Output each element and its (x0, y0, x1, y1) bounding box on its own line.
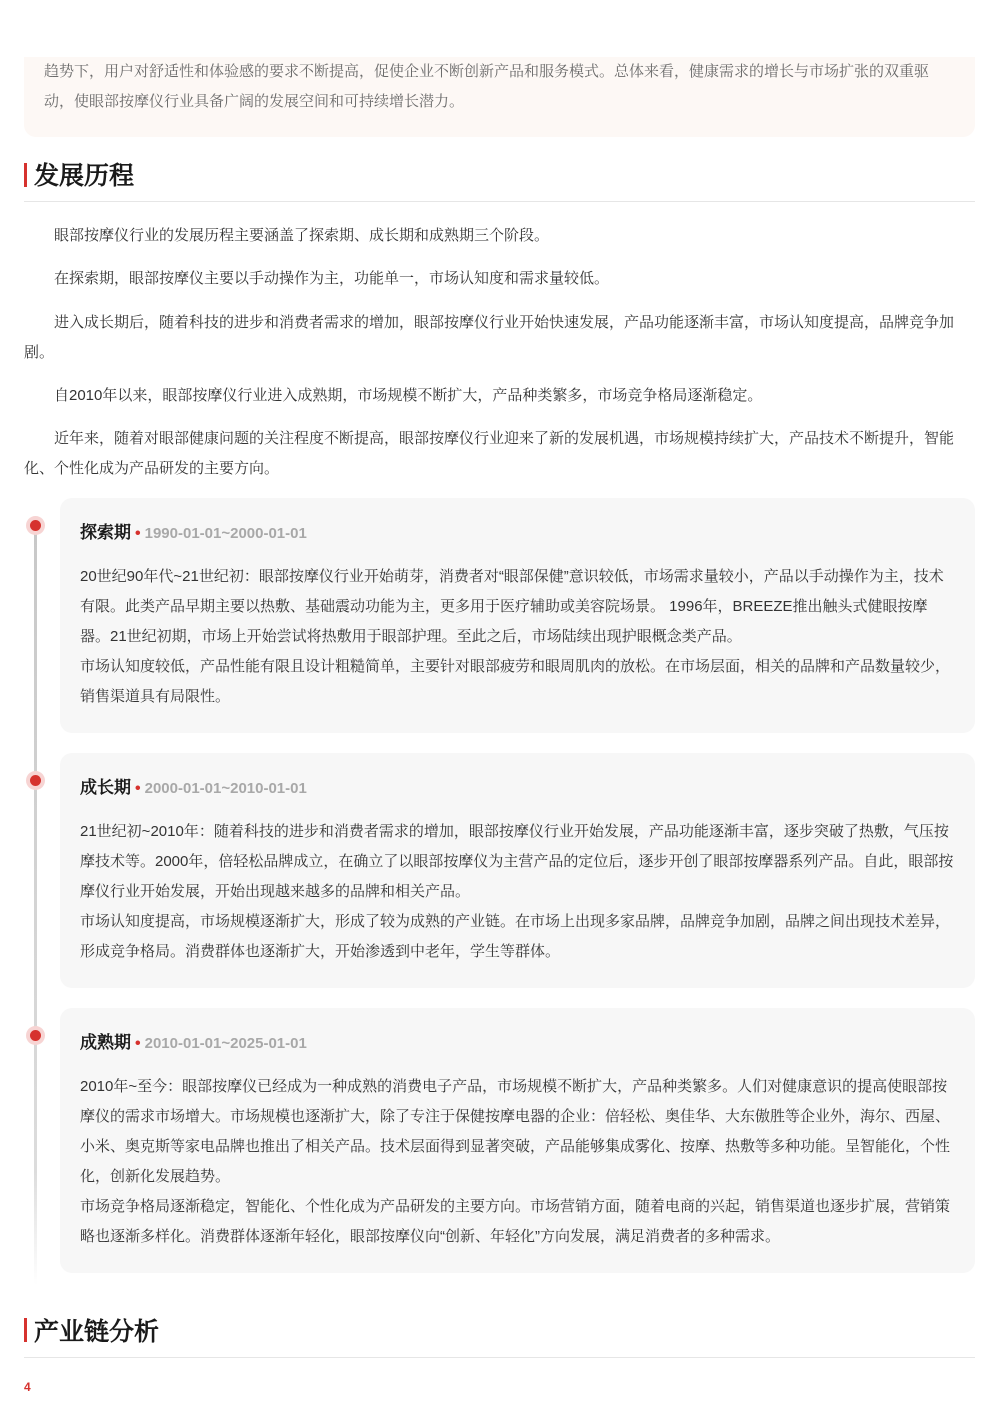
stage-header (80, 773, 307, 798)
stage-body-paragraph: 2010年~至今：眼部按摩仪已经成为一种成熟的消费电子产品，市场规模不断扩大，产品种类繁多。人们对健康意识的提高使眼部按摩仪的需求市场增大。市场规模也逐渐扩大，除了专注于保健按摩电器的企业：倍轻松、奥佳华、大东傲胜等企业外，海尔、西屋、小米、奥克斯等家电品牌也推出了相关产品。技术层面得到显著突破，产品能够集成雾化、按摩、热敷等多种功能。呈智能化，个性化，创新化发展趋势。 (80, 1078, 951, 1185)
history-paragraph: 自2010年以来，眼部按摩仪行业进入成熟期，市场规模不断扩大，产品种类繁多，市场竞争格局逐渐稳定。 (54, 387, 763, 404)
stage-header (80, 518, 307, 543)
stage-body-paragraph: 20世纪90年代~21世纪初：眼部按摩仪行业开始萌芽，消费者对“眼部保健”意识较低，市场需求量较小，产品以手动操作为主，技术有限。此类产品早期主要以热敷、基础震动功能为主，更多用于医疗辅助或美容院场景。 1996年，BREEZE推出触头式健眼按摩器。21世纪初期，市场上开始尝试将热敷用于眼部护理。至此之后，市场陆续出现护眼概念类产品。 (80, 568, 944, 645)
stage-date: 2010-01-01~2025-01-01 (144, 1035, 307, 1052)
stage-date: 1990-01-01~2000-01-01 (144, 525, 307, 542)
intro-summary-box (24, 57, 975, 137)
history-section-title: 发展历程 (34, 162, 135, 190)
timeline-dot-core (30, 775, 41, 786)
timeline-dot-core (30, 1030, 41, 1041)
stage-body-paragraph: 市场认知度较低，产品性能有限且设计粗糙简单，主要针对眼部疲劳和眼周肌肉的放松。在市场层面，相关的品牌和产品数量较少，销售渠道具有局限性。 (80, 658, 951, 705)
industry-chain-section-header (24, 1310, 975, 1358)
stage-body (80, 562, 955, 712)
section-accent-bar (24, 1318, 27, 1342)
stage-card-maturity (60, 1008, 975, 1273)
intro-summary-text: 趋势下，用户对舒适性和体验感的要求不断提高，促使企业不断创新产品和服务模式。总体来看，健康需求的增长与市场扩张的双重驱动，使眼部按摩仪行业具备广阔的发展空间和可持续增长潜力。 (44, 63, 930, 110)
history-section-header (24, 155, 975, 202)
stage-separator: • (135, 525, 141, 542)
industry-chain-section-title: 产业链分析 (34, 1318, 160, 1346)
stage-separator: • (135, 1035, 141, 1052)
stage-date: 2000-01-01~2010-01-01 (144, 780, 307, 797)
section-accent-bar (24, 163, 27, 187)
stage-separator: • (135, 780, 141, 797)
stage-name: 探索期 (80, 523, 131, 542)
history-paragraph: 在探索期，眼部按摩仪主要以手动操作为主，功能单一，市场认知度和需求量较低。 (54, 270, 610, 287)
timeline-dot-icon (26, 1026, 45, 1045)
timeline-dot-icon (26, 771, 45, 790)
page-number: 4 (24, 1380, 31, 1394)
stage-body-paragraph: 21世纪初~2010年：随着科技的进步和消费者需求的增加，眼部按摩仪行业开始发展，产品功能逐渐丰富，逐步突破了热敷，气压按摩技术等。2000年，倍轻松品牌成立，在确立了以眼部按摩仪为主营产品的定位后，逐步开创了眼部按摩器系列产品。自此，眼部按摩仪行业开始发展，开始出现越来越多的品牌和相关产品。 (80, 823, 954, 900)
stage-body-paragraph: 市场认知度提高，市场规模逐渐扩大，形成了较为成熟的产业链。在市场上出现多家品牌，品牌竞争加剧，品牌之间出现技术差异，形成竞争格局。消费群体也逐渐扩大，开始渗透到中老年，学生等群体。 (80, 913, 951, 960)
stage-name: 成长期 (80, 778, 131, 797)
stage-name: 成熟期 (80, 1033, 131, 1052)
timeline-dot-core (30, 520, 41, 531)
stage-body (80, 1072, 955, 1252)
stage-card-growth (60, 753, 975, 988)
stage-header (80, 1028, 307, 1053)
history-paragraph: 进入成长期后，随着科技的进步和消费者需求的增加，眼部按摩仪行业开始快速发展，产品功能逐渐丰富，市场认知度提高，品牌竞争加剧。 (24, 314, 955, 361)
history-paragraph: 眼部按摩仪行业的发展历程主要涵盖了探索期、成长期和成熟期三个阶段。 (54, 227, 550, 244)
stage-body (80, 817, 955, 967)
history-paragraph: 近年来，随着对眼部健康问题的关注程度不断提高，眼部按摩仪行业迎来了新的发展机遇，市场规模持续扩大，产品技术不断提升，智能化、个性化成为产品研发的主要方向。 (24, 430, 955, 477)
stage-body-paragraph: 市场竞争格局逐渐稳定，智能化、个性化成为产品研发的主要方向。市场营销方面，随着电商的兴起，销售渠道也逐步扩展，营销策略也逐渐多样化。消费群体逐渐年轻化，眼部按摩仪向“创新、年轻化”方向发展，满足消费者的多种需求。 (80, 1198, 951, 1245)
timeline-dot-icon (26, 516, 45, 535)
stage-card-exploration (60, 498, 975, 733)
timeline-line (34, 525, 37, 1285)
